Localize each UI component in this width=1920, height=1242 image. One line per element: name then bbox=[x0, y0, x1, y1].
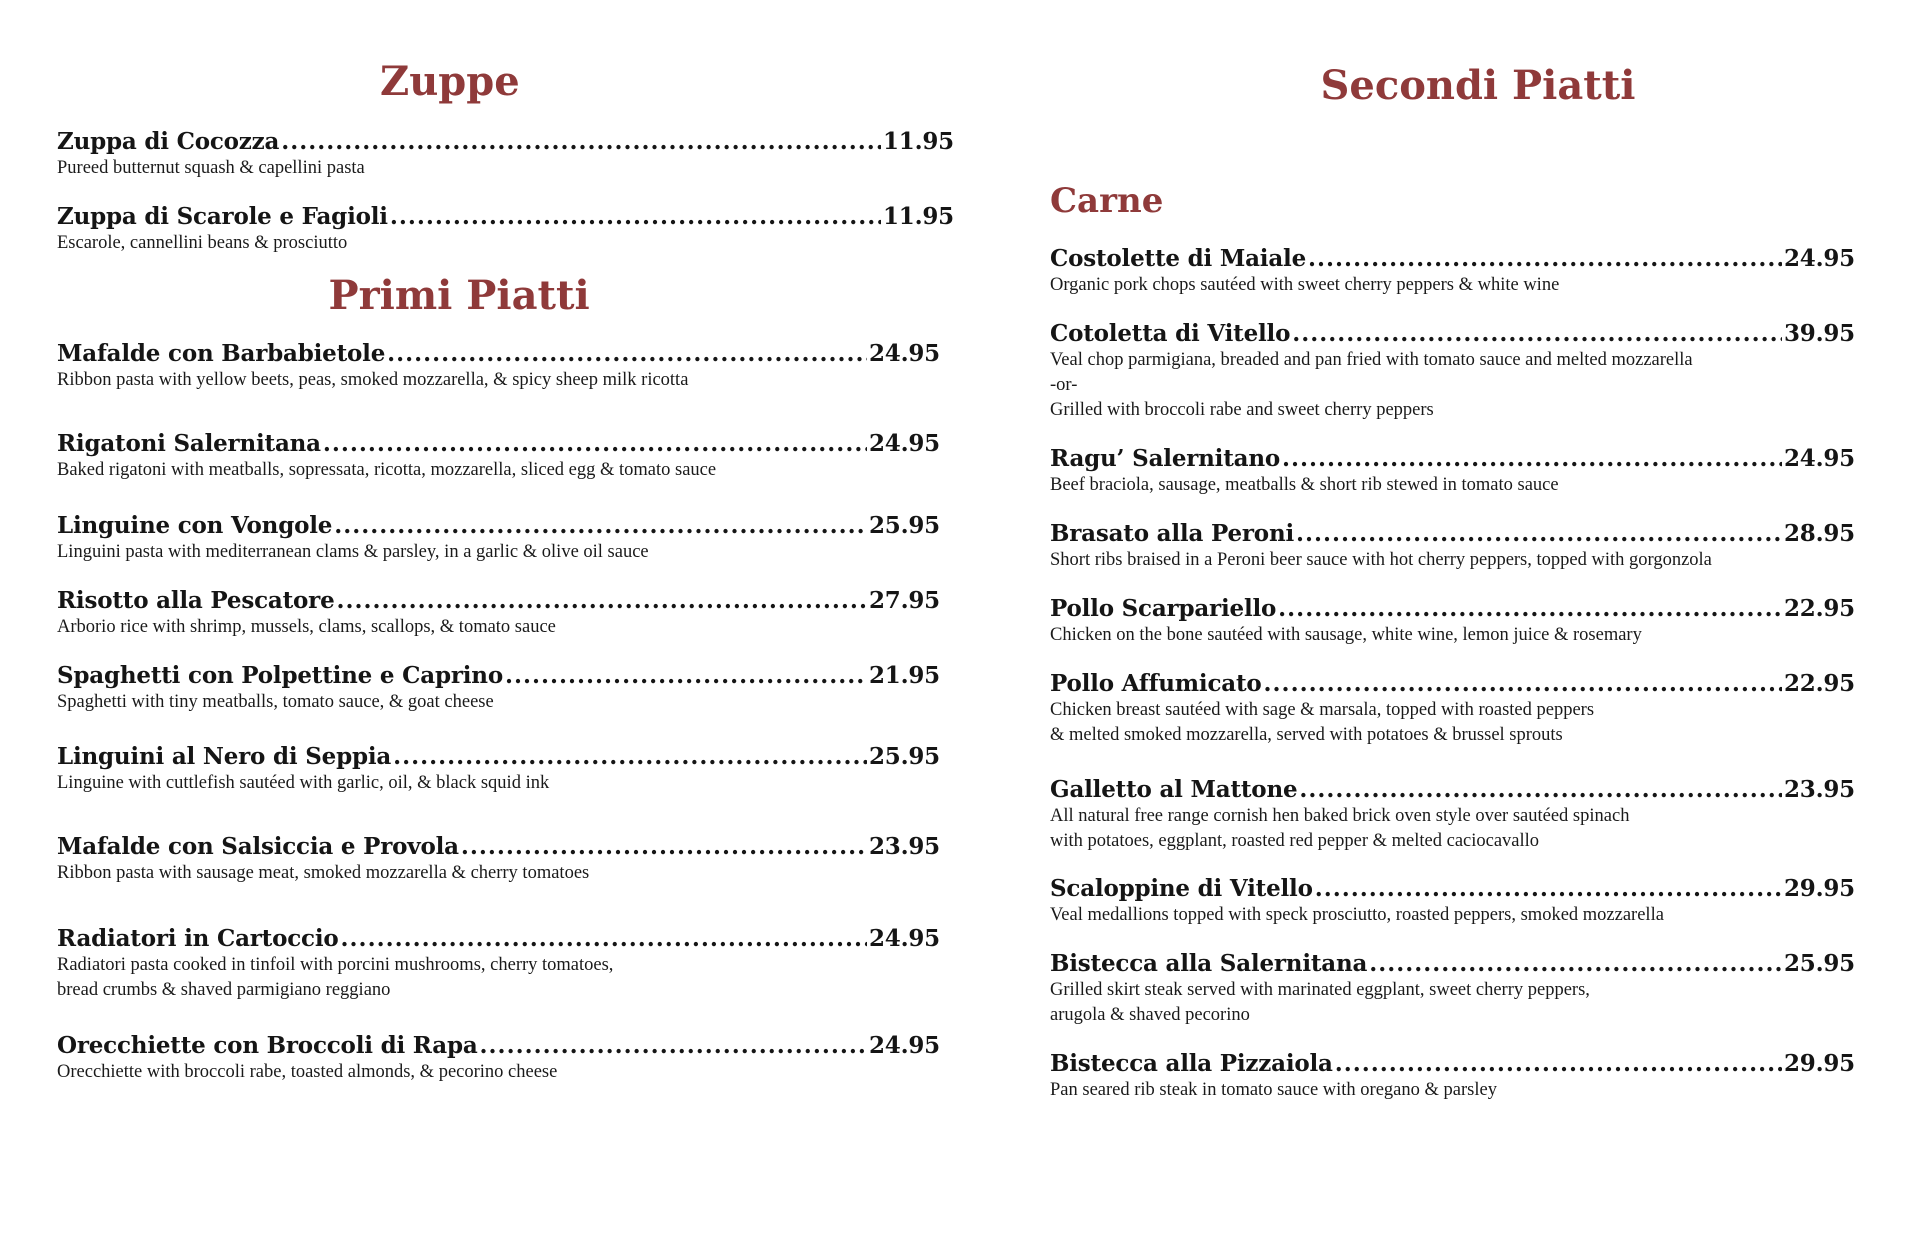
menu-item bbox=[1050, 670, 1855, 748]
menu-item-description: Pan seared rib steak in tomato sauce with oregano & parsley bbox=[1050, 1080, 1497, 1100]
dot-leader bbox=[390, 203, 881, 231]
menu-item-heading bbox=[1050, 320, 1855, 348]
menu-item-description: Ribbon pasta with yellow beets, peas, smoked mozzarella, & spicy sheep milk ricotta bbox=[57, 370, 689, 390]
menu-item bbox=[57, 1032, 940, 1085]
menu-item-price: 23.95 bbox=[868, 833, 940, 860]
menu-item-price: 28.95 bbox=[1783, 520, 1855, 547]
menu-item bbox=[57, 203, 954, 256]
menu-item-description: All natural free range cornish hen baked brick oven style over sautéed spinach bbox=[1050, 806, 1630, 826]
menu-item-price: 39.95 bbox=[1783, 320, 1855, 347]
dot-leader bbox=[505, 662, 867, 690]
menu-item-heading bbox=[57, 430, 940, 458]
menu-item bbox=[57, 340, 940, 393]
menu-item-heading bbox=[57, 662, 940, 690]
menu-item-name: Spaghetti con Polpettine e Caprino bbox=[57, 662, 503, 689]
menu-item-description: Arborio rice with shrimp, mussels, clams, scallops, & tomato sauce bbox=[57, 617, 556, 637]
menu-item-name: Bistecca alla Salernitana bbox=[1050, 950, 1368, 977]
menu-item-price: 23.95 bbox=[1783, 776, 1855, 803]
dot-leader bbox=[1315, 875, 1782, 903]
menu-item-description: -or- bbox=[1050, 375, 1078, 395]
menu-item bbox=[1050, 1050, 1855, 1103]
menu-item-price: 24.95 bbox=[1783, 245, 1855, 272]
menu-item-name: Zuppa di Cocozza bbox=[57, 128, 280, 155]
menu-item-name: Risotto alla Pescatore bbox=[57, 587, 335, 614]
menu-item bbox=[1050, 776, 1855, 854]
menu-item-name: Mafalde con Salsiccia e Provola bbox=[57, 833, 459, 860]
menu-item-description: arugola & shaved pecorino bbox=[1050, 1005, 1250, 1025]
menu-item-heading bbox=[1050, 245, 1855, 273]
menu-item-heading bbox=[57, 833, 940, 861]
menu-item-description: Chicken on the bone sautéed with sausage, white wine, lemon juice & rosemary bbox=[1050, 625, 1642, 645]
menu-item-description: Organic pork chops sautéed with sweet cherry peppers & white wine bbox=[1050, 275, 1560, 295]
dot-leader bbox=[337, 587, 867, 615]
menu-item-name: Linguini al Nero di Seppia bbox=[57, 743, 392, 770]
dot-leader bbox=[1282, 445, 1782, 473]
menu-item-name: Scaloppine di Vitello bbox=[1050, 875, 1313, 902]
menu-item-description: Baked rigatoni with meatballs, sopressata, ricotta, mozzarella, sliced egg & tomato sauce bbox=[57, 460, 717, 480]
dot-leader bbox=[1308, 245, 1782, 273]
dot-leader bbox=[323, 430, 867, 458]
menu-item bbox=[57, 662, 940, 715]
menu-item-price: 25.95 bbox=[868, 743, 940, 770]
menu-item bbox=[57, 128, 954, 181]
dot-leader bbox=[480, 1032, 867, 1060]
dot-leader bbox=[1369, 950, 1782, 978]
menu-item-description: Orecchiette with broccoli rabe, toasted almonds, & pecorino cheese bbox=[57, 1062, 558, 1082]
menu-item-heading bbox=[1050, 670, 1855, 698]
menu-item-description: Linguine with cuttlefish sautéed with garlic, oil, & black squid ink bbox=[57, 773, 550, 793]
menu-item-description: Spaghetti with tiny meatballs, tomato sauce, & goat cheese bbox=[57, 692, 494, 712]
menu-item-description: Radiatori pasta cooked in tinfoil with porcini mushrooms, cherry tomatoes, bbox=[57, 955, 614, 975]
menu-item-name: Radiatori in Cartoccio bbox=[57, 925, 339, 952]
menu-item-heading bbox=[1050, 875, 1855, 903]
menu-item-description: with potatoes, eggplant, roasted red pepper & melted caciocavallo bbox=[1050, 831, 1540, 851]
menu-item-name: Rigatoni Salernitana bbox=[57, 430, 321, 457]
dot-leader bbox=[387, 340, 867, 368]
menu-item-name: Pollo Scarpariello bbox=[1050, 595, 1277, 622]
menu-item-heading bbox=[1050, 776, 1855, 804]
menu-item-name: Bistecca alla Pizzaiola bbox=[1050, 1050, 1333, 1077]
menu-item-description: Veal medallions topped with speck prosciutto, roasted peppers, smoked mozzarella bbox=[1050, 905, 1664, 925]
menu-item-heading bbox=[57, 1032, 940, 1060]
menu-item-heading bbox=[1050, 445, 1855, 473]
menu-item bbox=[57, 743, 940, 796]
menu-item-price: 25.95 bbox=[868, 512, 940, 539]
menu-item-description: & melted smoked mozzarella, served with potatoes & brussel sprouts bbox=[1050, 725, 1563, 745]
dot-leader bbox=[341, 925, 867, 953]
menu-item-heading bbox=[57, 925, 940, 953]
dot-leader bbox=[1264, 670, 1782, 698]
menu-item-name: Pollo Affumicato bbox=[1050, 670, 1262, 697]
menu-item-price: 11.95 bbox=[882, 128, 954, 155]
menu-item-description: bread crumbs & shaved parmigiano reggiano bbox=[57, 980, 391, 1000]
menu-item-name: Brasato alla Peroni bbox=[1050, 520, 1295, 547]
menu-item-description: Chicken breast sautéed with sage & marsala, topped with roasted peppers bbox=[1050, 700, 1595, 720]
menu-item bbox=[1050, 875, 1855, 928]
menu-item-description: Veal chop parmigiana, breaded and pan fried with tomato sauce and melted mozzarella bbox=[1050, 350, 1693, 370]
menu-item-heading bbox=[57, 203, 954, 231]
menu-item bbox=[57, 587, 940, 640]
menu-item bbox=[1050, 445, 1855, 498]
menu-item-description: Pureed butternut squash & capellini pasta bbox=[57, 158, 365, 178]
section-title-secondi-piatti: Secondi Piatti bbox=[1320, 62, 1636, 109]
menu-item-description: Escarole, cannellini beans & prosciutto bbox=[57, 233, 348, 253]
menu-item-heading bbox=[57, 512, 940, 540]
menu-item-name: Galletto al Mattone bbox=[1050, 776, 1298, 803]
menu-item bbox=[1050, 520, 1855, 573]
menu-item-price: 22.95 bbox=[1783, 595, 1855, 622]
menu-item-name: Orecchiette con Broccoli di Rapa bbox=[57, 1032, 478, 1059]
menu-item bbox=[1050, 245, 1855, 298]
subsection-title-carne: Carne bbox=[1050, 181, 1164, 221]
menu-item-price: 21.95 bbox=[868, 662, 940, 689]
dot-leader bbox=[1296, 520, 1782, 548]
section-title-primi-piatti: Primi Piatti bbox=[328, 272, 590, 319]
menu-item-heading bbox=[57, 128, 954, 156]
dot-leader bbox=[281, 128, 881, 156]
dot-leader bbox=[1299, 776, 1782, 804]
menu-item-description: Grilled skirt steak served with marinated eggplant, sweet cherry peppers, bbox=[1050, 980, 1590, 1000]
menu-item bbox=[1050, 950, 1855, 1028]
dot-leader bbox=[1335, 1050, 1782, 1078]
menu-item-description: Linguini pasta with mediterranean clams & parsley, in a garlic & olive oil sauce bbox=[57, 542, 649, 562]
menu-item-price: 29.95 bbox=[1783, 1050, 1855, 1077]
menu-item bbox=[57, 430, 940, 483]
section-title-zuppe: Zuppe bbox=[380, 58, 520, 105]
menu-item-description: Short ribs braised in a Peroni beer sauce with hot cherry peppers, topped with gorgonzola bbox=[1050, 550, 1712, 570]
dot-leader bbox=[461, 833, 867, 861]
menu-item-price: 29.95 bbox=[1783, 875, 1855, 902]
menu-item-name: Ragu’ Salernitano bbox=[1050, 445, 1281, 472]
menu-item-price: 24.95 bbox=[1783, 445, 1855, 472]
dot-leader bbox=[1292, 320, 1782, 348]
menu-item-heading bbox=[1050, 520, 1855, 548]
menu-item-price: 27.95 bbox=[868, 587, 940, 614]
menu-item-description: Ribbon pasta with sausage meat, smoked mozzarella & cherry tomatoes bbox=[57, 863, 590, 883]
menu-item-name: Linguine con Vongole bbox=[57, 512, 333, 539]
menu-item-heading bbox=[1050, 595, 1855, 623]
menu-item bbox=[1050, 595, 1855, 648]
menu-item-description: Grilled with broccoli rabe and sweet cherry peppers bbox=[1050, 400, 1434, 420]
menu-item-price: 24.95 bbox=[868, 1032, 940, 1059]
dot-leader bbox=[393, 743, 867, 771]
menu-item-price: 24.95 bbox=[868, 340, 940, 367]
menu-item bbox=[57, 833, 940, 886]
menu-item-heading bbox=[57, 743, 940, 771]
menu-item bbox=[57, 925, 940, 1003]
menu-item-description: Beef braciola, sausage, meatballs & short rib stewed in tomato sauce bbox=[1050, 475, 1559, 495]
menu-item-price: 11.95 bbox=[882, 203, 954, 230]
menu-item-heading bbox=[1050, 950, 1855, 978]
menu-item-price: 24.95 bbox=[868, 430, 940, 457]
menu-item bbox=[57, 512, 940, 565]
menu-item bbox=[1050, 320, 1855, 423]
menu-item-price: 25.95 bbox=[1783, 950, 1855, 977]
menu-item-heading bbox=[57, 587, 940, 615]
menu-item-name: Zuppa di Scarole e Fagioli bbox=[57, 203, 388, 230]
menu-item-price: 22.95 bbox=[1783, 670, 1855, 697]
dot-leader bbox=[334, 512, 867, 540]
menu-item-price: 24.95 bbox=[868, 925, 940, 952]
menu-item-name: Cotoletta di Vitello bbox=[1050, 320, 1291, 347]
menu-item-name: Mafalde con Barbabietole bbox=[57, 340, 386, 367]
menu-item-heading bbox=[57, 340, 940, 368]
menu-item-name: Costolette di Maiale bbox=[1050, 245, 1307, 272]
dot-leader bbox=[1278, 595, 1782, 623]
menu-item-heading bbox=[1050, 1050, 1855, 1078]
